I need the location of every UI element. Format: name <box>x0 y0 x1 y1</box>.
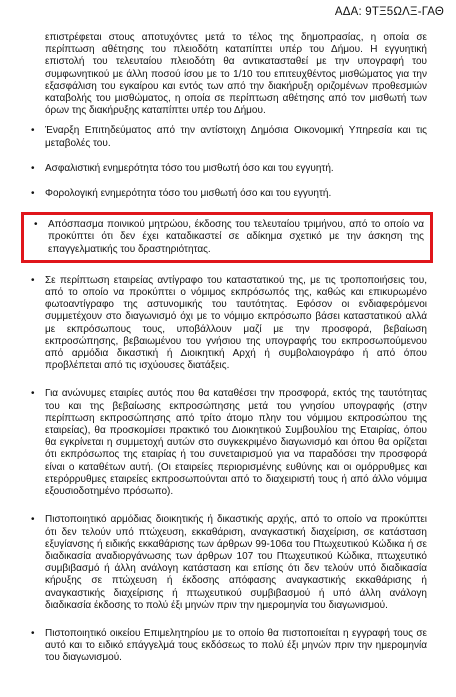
bullet-icon: • <box>31 188 35 200</box>
list-item-text: Πιστοποιητικό αρμόδιας διοικητικής ή δικαστικής αρχής, από το οποίο να προκύπτει ότι δεν τελούν υπό πτώχευση, εκκαθάριση, αναγκαστική διαχείριση, σε κατάσταση εξυγίανσης ή ειδικής εκκαθάρισης των άρθρων 99-106α του Πτωχευτικού Κώδικα ή σε διαδικασία αναδιοργάνωσης των άρθρων 107 του Πτωχευτικού Κώδικα, πτωχευτικό συμβιβασμό ή άλλη ανάλογη κατάσταση και επίσης ότι δεν τελούν υπό διαδικασία κήρυξης σε πτώχευση ή έκδοσης απόφασης αναγκαστικής εκκαθάρισης ή αναγκαστικής διαχείρισης ή πτωχευτικού συμβιβασμού ή υπό άλλη ανάλογη διαδικασία έκδοσης το πολύ έξι μηνών πριν την ημερομηνία του διαγωνισμού. <box>45 514 427 611</box>
list-item-text: Φορολογική ενημερότητα τόσο του μισθωτή όσο και του εγγυητή. <box>45 188 332 200</box>
list-item-tax-clearance <box>27 188 427 200</box>
list-item-company-statute <box>27 275 427 373</box>
bullet-icon: • <box>31 627 35 639</box>
bullet-icon: • <box>31 274 35 286</box>
list-item-anonymous-companies <box>27 388 427 498</box>
list-item-text: Έναρξη Επιτηδεύματος από την αντίστοιχη Δημόσια Οικονομική Υπηρεσία και τις μεταβολές του. <box>45 125 427 149</box>
list-item-criminal-record <box>30 219 424 256</box>
bullet-icon: • <box>31 388 35 400</box>
bullet-icon: • <box>31 514 35 526</box>
list-item-text: Για ανώνυμες εταιρίες αυτός που θα καταθέσει την προσφορά, εκτός της ταυτότητας του και της βεβαίωσης εκπροσώπησης μετά του γνησίου υπογραφής (στην περίπτωση εκπροσώπησης από τρίτο άτομο πλην του νόμιμου εκπροσώπου της εταιρείας), θα προσκομίσει πρακτικό του Διοικητικού Συμβουλίου της Εταιρίας, όπου θα εγκρίνεται η συμμετοχή αυτών στο συγκεκριμένο διαγωνισμό και όπου θα ορίζεται ότι εκπρόσωπος της εταιρίας ή του συνεταιρισμού για να παραδόσει την προσφορά είναι ο καταθέτων αυτή. (Οι εταιρείες περιορισμένης ευθύνης και οι ομόρρυθμες και ετερόρρυθμες εταιρείες εκπροσωπούνται από το διαχειριστή τους ή από άλλο νόμιμα εξουσιοδοτημένο πρόσωπο). <box>45 388 427 498</box>
document-body <box>27 32 427 665</box>
list-item-text: Ασφαλιστική ενημερότητα τόσο του μισθωτή όσο και του εγγυητή. <box>45 162 334 174</box>
list-item-bankruptcy-certificate <box>27 514 427 612</box>
list-item-text: Πιστοποιητικό οικείου Επιμελητηρίου με το οποίο θα πιστοποιείται η εγγραφή τους σε αυτό και το ειδικό επάγγελμά τους εκδόσεως το πολύ έξι μηνών πριν την ημερομηνία του διαγωνισμού. <box>45 627 427 664</box>
continuation-paragraph: επιστρέφεται στους αποτυχόντες μετά το τέλος της δημοπρασίας, η οποία σε περίπτωση αθέτησης του πλειοδότη καταπίπτει υπέρ του Δήμου. Η εγγυητική επιστολή του τελευταίου πλειοδότη θα αντικατασταθεί με την υπογραφή του συμφωνητικού με άλλη ποσού ίσου με το 1/10 του επιτευχθέντος μισθώματος για την εξασφάλιση του εγκαίρου και εντός των από την διακήρυξη οριζομένων προθεσμιών καταβολής του μισθώματος, η οποία σε περίπτωση αθέτησης από τον μισθωτή των όρων της διακήρυξης καταπίπτει υπέρ του Δήμου. <box>45 32 427 117</box>
list-item-business-start <box>27 125 427 149</box>
ada-code: ΑΔΑ: 9ΤΞ5ΩΛΞ-ΓΑΘ <box>334 6 444 18</box>
list-item-text: Σε περίπτωση εταιρείας αντίγραφο του καταστατικού της, με τις τροποποιήσεις του, από το οποίο να προκύπτει ο νόμιμος εκπρόσωπός της, καθώς και επικυρωμένο φωτοαντίγραφο της αστυνομικής του ταυτότητας. Εφόσον οι ενδιαφερόμενοι συμμετέχουν στο διαγωνισμό όχι με το νόμιμο εκπρόσωπο βάσει καταστατικού αλλά με εκπρόσωπους τους, υποβάλλουν μαζί με την προσφορά, βεβαίωση εκπροσώπησης, βεβαιωμένου του γνήσιου της υπογραφής του εκπροσωπούμενου από αρμόδια δικαστική ή Διοικητική Αρχή ή συμβολαιογράφο ή από όπου προβλέπεται από τις ισχύουσες διατάξεις. <box>45 274 427 372</box>
bullet-icon: • <box>34 219 38 231</box>
list-item-text: Απόσπασμα ποινικού μητρώου, έκδοσης του τελευταίου τριμήνου, από το οποίο να προκύπτει ότι δεν έχει καταδικαστεί σε αδίκημα σχετικό με την άσκηση της επαγγελματικής του δραστηριότητας. <box>48 219 424 255</box>
bullet-icon: • <box>31 125 35 137</box>
list-item-chamber-certificate <box>27 628 427 665</box>
list-item-insurance-clearance <box>27 163 427 175</box>
bullet-icon: • <box>31 162 35 174</box>
highlight-box <box>21 212 433 263</box>
